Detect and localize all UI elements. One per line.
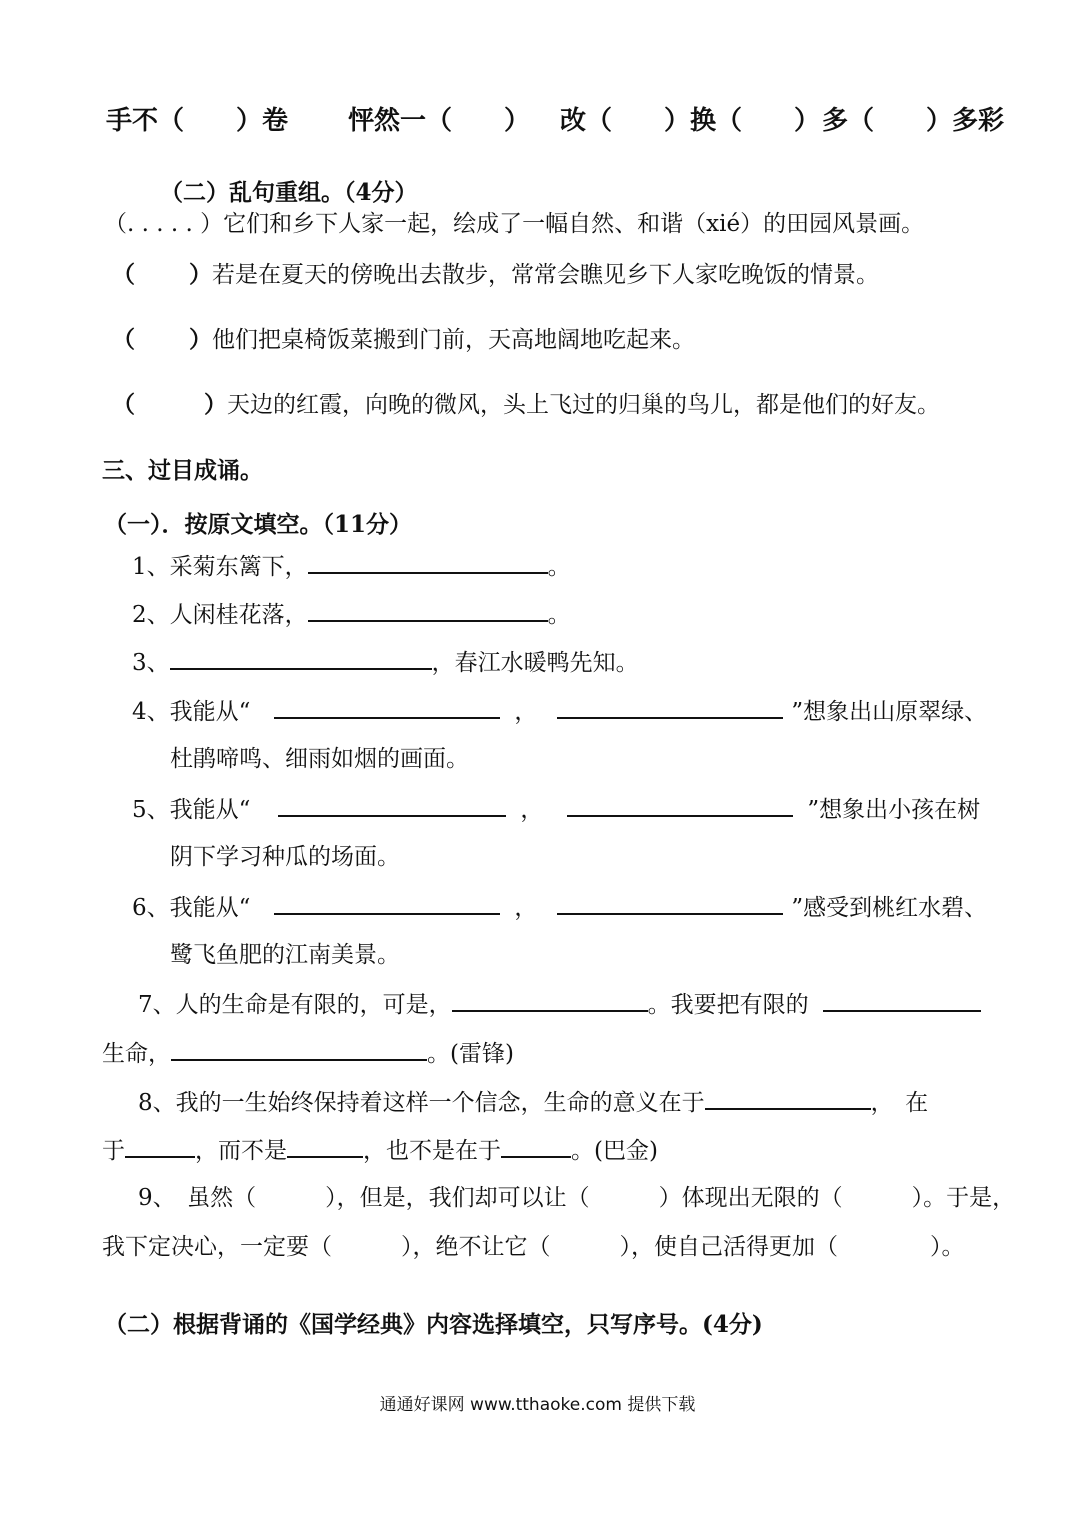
question-text: 2、人闲桂花落，	[132, 602, 308, 628]
answer-blank[interactable]	[274, 695, 500, 719]
answer-blank[interactable]	[823, 988, 981, 1012]
answer-paren[interactable]: （ ）	[112, 391, 227, 418]
sentence-text: 天边的红霞，向晚的微风，头上飞过的归巢的鸟儿，都是他们的好友。	[227, 392, 940, 418]
question-text: 。	[547, 554, 571, 580]
question-text: 生命，	[102, 1041, 171, 1067]
question-text: ，	[514, 699, 538, 725]
question-text: ”想象出小孩在树	[807, 797, 981, 823]
question-2	[132, 598, 571, 630]
answer-blank[interactable]	[125, 1134, 195, 1158]
answer-paren[interactable]: （ ）	[112, 261, 213, 288]
sentence-text: 它们和乡下人家一起，绘成了一幅自然、和谐（xié）的田园风景画。	[223, 211, 925, 237]
question-5-line2: 阴下学习种瓜的场面。	[170, 844, 400, 870]
question-text: 7、人的生命是有限的，可是，	[138, 992, 452, 1018]
section3-sub2: （二）根据背诵的《国学经典》内容选择填空，只写序号。(4分)	[104, 1311, 763, 1338]
idiom-1: 手不（ ）卷	[106, 106, 289, 136]
question-5	[132, 793, 980, 825]
question-3	[132, 646, 639, 678]
answer-blank[interactable]	[557, 695, 783, 719]
idiom-2: 怦然一（ ）	[348, 106, 531, 136]
question-text: 1、采菊东篱下，	[132, 554, 308, 580]
question-text: ”感受到桃红水碧、	[791, 895, 988, 921]
question-text: 5、我能从“	[132, 797, 251, 823]
question-text: ，而不是	[195, 1138, 287, 1164]
question-1	[132, 550, 571, 582]
section3-sub1: （一）．按原文填空。（11分）	[104, 511, 413, 538]
section3-title: 三、过目成诵。	[102, 457, 263, 484]
question-text: 3、	[132, 650, 170, 676]
question-text: 4、我能从“	[132, 699, 251, 725]
question-text: 于	[102, 1138, 125, 1164]
question-text: 。(巴金)	[571, 1138, 658, 1164]
answer-blank[interactable]	[567, 793, 793, 817]
answer-blank[interactable]	[278, 793, 506, 817]
question-text: ，春江水暖鸭先知。	[431, 650, 639, 676]
answer-blank[interactable]	[287, 1134, 363, 1158]
answer-blank[interactable]	[308, 550, 548, 574]
question-text: 6、我能从“	[132, 895, 251, 921]
reorder-item	[112, 390, 940, 420]
answer-blank[interactable]	[274, 891, 500, 915]
question-7	[138, 988, 981, 1020]
question-6	[132, 891, 987, 923]
answer-blank[interactable]	[501, 1134, 571, 1158]
reorder-item	[112, 325, 695, 355]
answer-blank[interactable]	[452, 988, 648, 1012]
answer-blank[interactable]	[557, 891, 783, 915]
question-8-line2	[102, 1134, 658, 1166]
question-text: 。	[547, 602, 571, 628]
question-9: 9、 虽然（ ），但是，我们却可以让（ ）体现出无限的（ ）。于是，	[138, 1185, 1016, 1211]
answer-blank[interactable]	[705, 1086, 871, 1110]
question-text: ，	[520, 797, 544, 823]
question-text: 8、我的一生始终保持着这样一个信念，生命的意义在于	[138, 1090, 705, 1116]
reorder-item	[104, 209, 924, 239]
question-text: ， 在	[870, 1090, 929, 1116]
question-4-line2: 杜鹃啼鸣、细雨如烟的画面。	[170, 746, 469, 772]
question-text: ，也不是在于	[363, 1138, 501, 1164]
answer-blank[interactable]	[171, 1037, 427, 1061]
question-text: 。(雷锋)	[427, 1041, 514, 1067]
sentence-text: 他们把桌椅饭菜搬到门前，天高地阔地吃起来。	[212, 327, 696, 353]
footer-text: 通通好课网 www.tthaoke.com 提供下载	[379, 1395, 696, 1415]
sentence-text: 若是在夏天的傍晚出去散步，常常会瞧见乡下人家吃晚饭的情景。	[212, 262, 880, 288]
question-7-line2	[102, 1037, 514, 1069]
question-6-line2: 鹭飞鱼肥的江南美景。	[170, 942, 400, 968]
answer-blank[interactable]	[170, 646, 432, 670]
question-4	[132, 695, 987, 727]
question-text: ，	[514, 895, 538, 921]
question-text: ”想象出山原翠绿、	[791, 699, 988, 725]
reorder-title: （二）乱句重组。（4分）	[160, 179, 418, 206]
answer-blank[interactable]	[308, 598, 548, 622]
answer-paren[interactable]: （. . . . . ）	[104, 211, 224, 237]
answer-paren[interactable]: （ ）	[112, 326, 213, 353]
reorder-item	[112, 260, 879, 290]
question-8	[138, 1086, 928, 1118]
idiom-3: 改（ ）换（ ）	[560, 106, 821, 136]
question-text: 。我要把有限的	[647, 992, 809, 1018]
idiom-4: 多（ ）多彩	[822, 106, 1005, 136]
question-9-line2: 我下定决心，一定要（ ），绝不让它（ ），使自己活得更加（ ）。	[102, 1234, 965, 1260]
